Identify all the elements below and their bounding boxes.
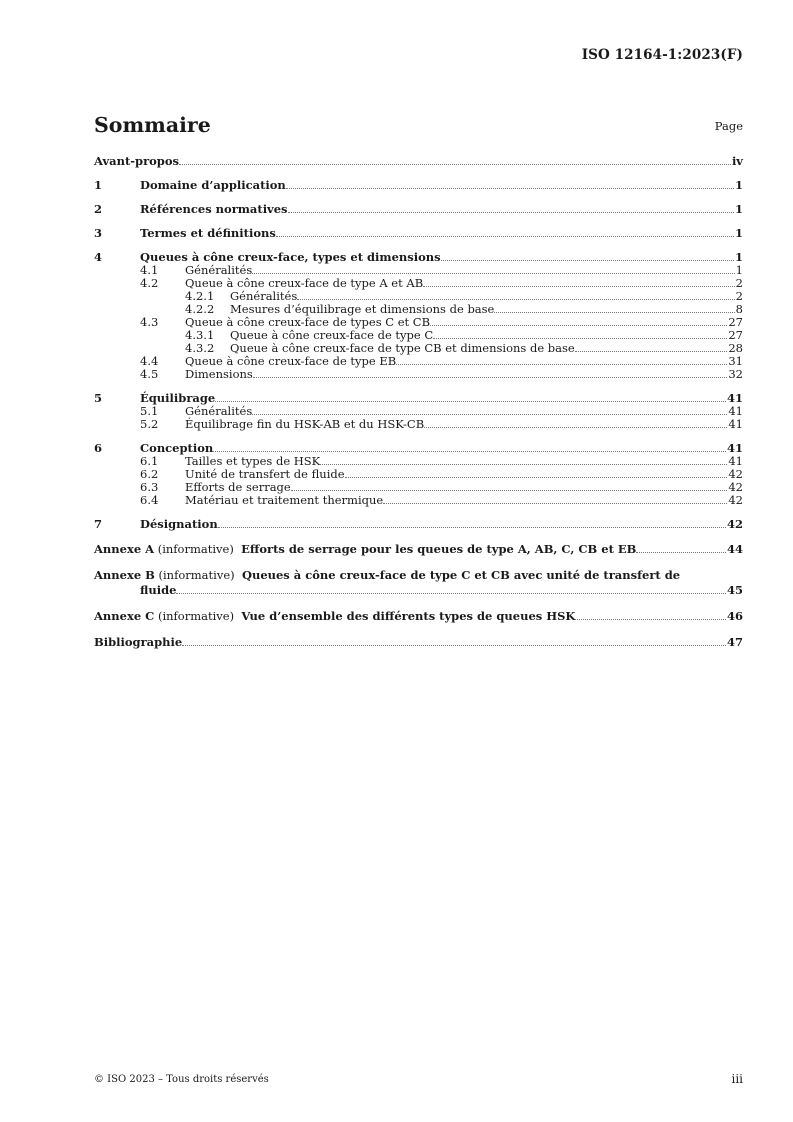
toc-entry-number: 5 (94, 391, 103, 405)
toc-entry-number: 4.2.1 (185, 289, 215, 303)
toc-entry-number: 6.1 (140, 454, 159, 468)
annex-name: Annexe C (94, 609, 155, 623)
toc-entry-number: 4.3.1 (185, 328, 215, 342)
toc-entry-page: 27 (728, 328, 743, 342)
toc-entry-1[interactable] (94, 179, 743, 192)
leader-dots (291, 481, 728, 491)
toc-entry-number: 2 (94, 202, 103, 216)
page-title: Sommaire (94, 113, 211, 137)
toc-entry-page: 42 (726, 517, 743, 531)
toc-entry-title: Références normatives (140, 202, 288, 216)
leader-dots (218, 518, 726, 528)
toc-entry-title: Matériau et traitement thermique (185, 493, 384, 507)
leader-dots (345, 468, 728, 478)
toc-entry-number: 1 (94, 178, 103, 192)
leader-dots (252, 264, 734, 274)
toc-entry-4-5[interactable] (94, 368, 743, 381)
toc-entry-6-4[interactable] (94, 494, 743, 507)
toc-entry-page: 46 (726, 609, 743, 623)
leader-dots (320, 455, 727, 465)
toc-entry-title: Termes et définitions (140, 226, 276, 240)
copyright-notice: © ISO 2023 – Tous droits réservés (94, 1074, 269, 1085)
annex-title: Queues à cône creux-face de type C et CB avec unité de transfert de (241, 568, 681, 582)
toc-entry-2[interactable] (94, 203, 743, 216)
toc-entry-title: Généralités (230, 289, 298, 303)
toc-annex-c[interactable] (94, 609, 743, 624)
toc-entry-title: Dimensions (185, 367, 253, 381)
toc-entry-title: Queue à cône creux-face de types C et CB (185, 315, 431, 329)
toc-annex-b[interactable] (94, 568, 743, 598)
annex-title: Efforts de serrage pour les queues de type A, AB, C, CB et EB (241, 542, 637, 556)
page-number: iii (731, 1072, 743, 1086)
toc-entry-number: 6.4 (140, 493, 159, 507)
annex-kind: (informative) (158, 568, 235, 582)
toc-entry-number: 4.3.2 (185, 341, 215, 355)
page-column-label: Page (714, 119, 743, 133)
toc-entry-title: Queue à cône creux-face de type CB et dimensions de base (230, 341, 575, 355)
toc-entry-page: 27 (728, 315, 743, 329)
toc-entry-page: 41 (726, 441, 743, 455)
leader-dots (433, 329, 727, 339)
toc-entry-page: 41 (726, 391, 743, 405)
toc-entry-page: 42 (728, 480, 743, 494)
toc-entry-title: Équilibrage (140, 391, 216, 405)
toc-entry-page: 8 (735, 302, 743, 316)
toc-entry-title: Avant-propos (94, 154, 179, 168)
toc-entry-title: Bibliographie (94, 635, 183, 649)
toc-entry-number: 3 (94, 226, 103, 240)
toc-entry-foreword[interactable] (94, 155, 743, 168)
leader-dots (252, 405, 727, 415)
toc-entry-5-2[interactable] (94, 418, 743, 431)
toc-entry-page: 1 (734, 250, 743, 264)
toc-bibliography[interactable] (94, 635, 743, 650)
toc-entry-page: 41 (728, 417, 743, 431)
toc-entry-title: Unité de transfert de fluide (185, 467, 345, 481)
toc-entry-page: 47 (726, 635, 743, 649)
toc-annex-a[interactable] (94, 542, 743, 557)
leader-dots (215, 392, 726, 402)
toc-entry-7[interactable] (94, 518, 743, 531)
document-id: ISO 12164-1:2023(F) (581, 47, 743, 63)
toc-entry-title: Queue à cône creux-face de type EB (185, 354, 397, 368)
toc-entry-title: Domaine d’application (140, 178, 286, 192)
toc-entry-title: Queue à cône creux-face de type C (230, 328, 434, 342)
leader-dots (575, 610, 726, 620)
leader-dots (276, 227, 734, 237)
toc-entry-title: Queues à cône creux-face, types et dimensions (140, 250, 441, 264)
leader-dots (288, 203, 734, 213)
annex-title: Vue d’ensemble des différents types de queues HSK (241, 609, 576, 623)
leader-dots (423, 277, 735, 287)
toc-entry-number: 4.4 (140, 354, 159, 368)
toc-entry-page: 1 (735, 263, 743, 277)
toc-entry-number: 4.2 (140, 276, 159, 290)
leader-dots (430, 316, 727, 326)
annex-name: Annexe A (94, 542, 155, 556)
toc-entry-page: 2 (735, 289, 743, 303)
toc-entry-title: Généralités (185, 404, 253, 418)
toc-entry-number: 4.5 (140, 367, 159, 381)
toc-entry-number: 6.2 (140, 467, 159, 481)
leader-dots (176, 584, 726, 594)
leader-dots (494, 303, 734, 313)
leader-dots (286, 179, 734, 189)
leader-dots (297, 290, 734, 300)
leader-dots (424, 418, 727, 428)
toc-entry-page: 44 (726, 542, 743, 556)
toc-entry-number: 5.2 (140, 417, 159, 431)
toc-entry-page: 31 (728, 354, 743, 368)
leader-dots (636, 543, 726, 553)
toc-entry-page: 2 (735, 276, 743, 290)
toc-entry-page: 41 (728, 454, 743, 468)
toc-entry-title: Mesures d’équilibrage et dimensions de base (230, 302, 495, 316)
toc-entry-title: Efforts de serrage (185, 480, 291, 494)
toc-entry-title: Tailles et types de HSK (185, 454, 321, 468)
toc-entry-number: 6.3 (140, 480, 159, 494)
toc-entry-number: 7 (94, 517, 103, 531)
annex-title-continued: fluide (140, 583, 177, 597)
toc-entry-number: 4.1 (140, 263, 159, 277)
annex-kind: (informative) (157, 542, 234, 556)
leader-dots (383, 494, 727, 504)
leader-dots (253, 368, 728, 378)
annex-kind: (informative) (157, 609, 235, 623)
toc-entry-title: Queue à cône creux-face de type A et AB (185, 276, 424, 290)
leader-dots (396, 355, 727, 365)
leader-dots (182, 636, 726, 646)
annex-name: Annexe B (94, 568, 155, 582)
toc-entry-page: 45 (726, 583, 743, 597)
toc-entry-number: 4.3 (140, 315, 159, 329)
toc-entry-page: 1 (734, 226, 743, 240)
table-of-contents (94, 155, 743, 650)
toc-entry-title: Équilibrage fin du HSK-AB et du HSK-CB (185, 417, 425, 431)
toc-entry-page: 42 (728, 467, 743, 481)
toc-entry-title: Conception (140, 441, 214, 455)
toc-entry-page: 42 (728, 493, 743, 507)
toc-entry-title: Généralités (185, 263, 253, 277)
toc-entry-number: 4.2.2 (185, 302, 215, 316)
toc-entry-number: 4 (94, 250, 103, 264)
leader-dots (575, 342, 728, 352)
toc-entry-page: 28 (728, 341, 743, 355)
toc-entry-page: 1 (734, 202, 743, 216)
toc-entry-title: Désignation (140, 517, 218, 531)
toc-entry-3[interactable] (94, 227, 743, 240)
toc-entry-number: 6 (94, 441, 103, 455)
toc-entry-page: 1 (734, 178, 743, 192)
leader-dots (179, 155, 731, 165)
leader-dots (441, 251, 734, 261)
leader-dots (213, 442, 726, 452)
toc-entry-page: iv (731, 154, 743, 168)
toc-entry-page: 41 (728, 404, 743, 418)
toc-entry-page: 32 (728, 367, 743, 381)
toc-entry-number: 5.1 (140, 404, 159, 418)
